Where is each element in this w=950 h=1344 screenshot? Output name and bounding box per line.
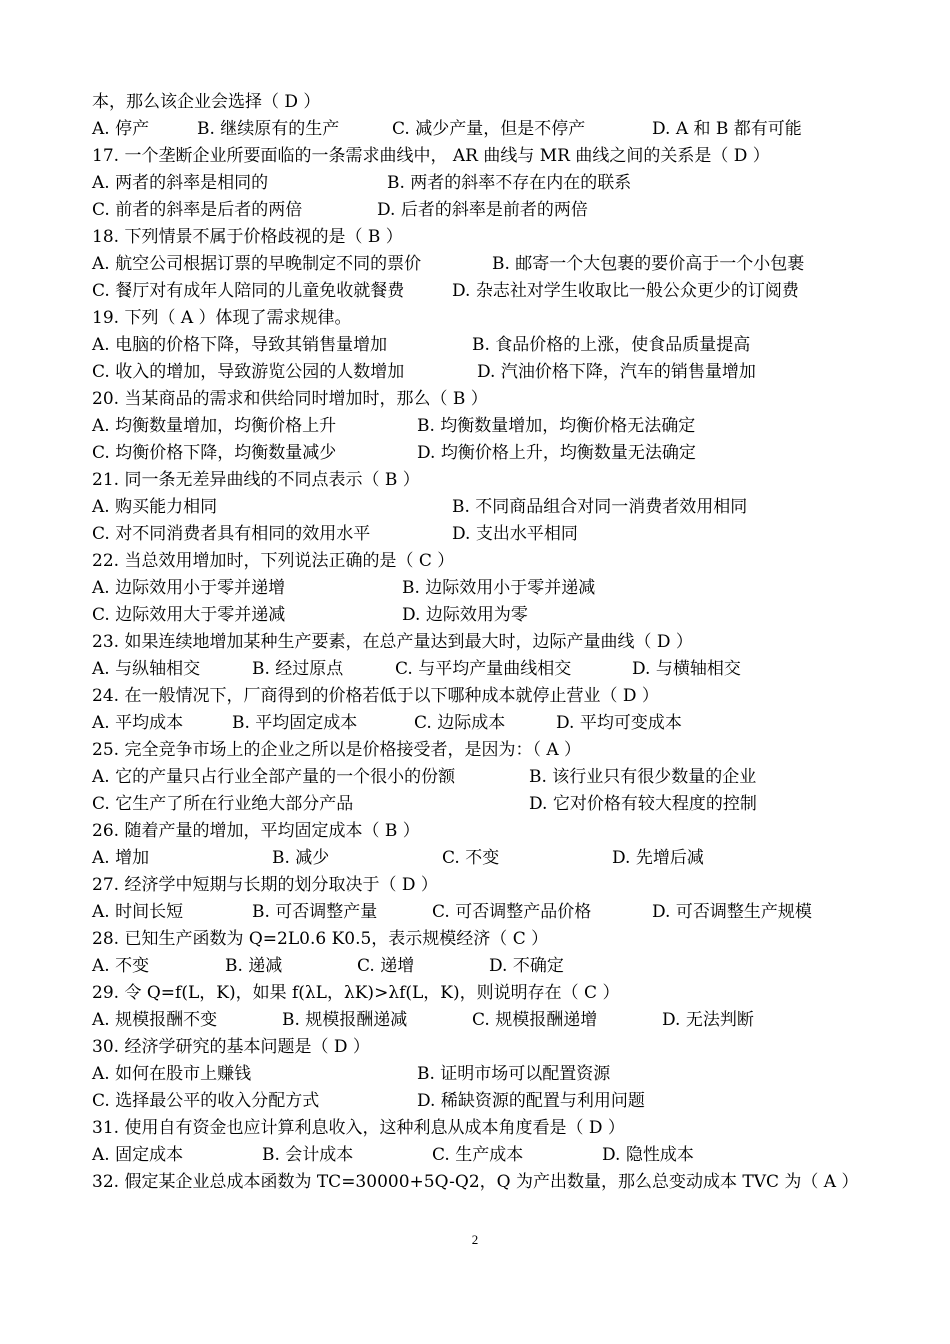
question-text: 25. 完全竞争市场上的企业之所以是价格接受者，是因为：（ A ） [92, 740, 582, 760]
option-text: B. 食品价格的上涨，使食品质量提高 [472, 335, 751, 355]
text-line [92, 602, 882, 629]
question-text: 31. 使用自有资金也应计算利息收入，这种利息从成本角度看是（ D ） [92, 1118, 625, 1138]
option-text: D. 可否调整生产规模 [652, 902, 812, 922]
option-text: D. 均衡价格上升，均衡数量无法确定 [417, 443, 696, 463]
option-text: D. 隐性成本 [602, 1145, 694, 1165]
option-text: D. 稀缺资源的配置与利用问题 [417, 1091, 645, 1111]
option-text: A. 时间长短 [92, 902, 184, 922]
option-text: A. 航空公司根据订票的早晚制定不同的票价 [92, 254, 422, 274]
text-line [92, 332, 882, 359]
text-line [92, 629, 882, 656]
question-list [92, 89, 882, 1196]
text-line [92, 656, 882, 683]
text-line [92, 845, 882, 872]
text-line [92, 413, 882, 440]
option-text: A. 规模报酬不变 [92, 1010, 218, 1030]
option-text: C. 减少产量，但是不停产 [392, 119, 586, 139]
option-text: A. 增加 [92, 848, 150, 868]
option-text: B. 继续原有的生产 [197, 119, 340, 139]
option-text: A. 购买能力相同 [92, 497, 218, 517]
option-text: C. 可否调整产品价格 [432, 902, 592, 922]
question-text: 18. 下列情景不属于价格歧视的是（ B ） [92, 227, 403, 247]
question-text: 27. 经济学中短期与长期的划分取决于（ D ） [92, 875, 438, 895]
option-text: D. A 和 B 都有可能 [652, 119, 802, 139]
option-text: A. 两者的斜率是相同的 [92, 173, 269, 193]
text-line [92, 143, 882, 170]
text-line [92, 170, 882, 197]
text-line [92, 980, 882, 1007]
question-text: 29. 令 Q=f(L，K)，如果 f(λL，λK)>λf(L，K)，则说明存在（ C ） [92, 983, 620, 1003]
option-text: A. 它的产量只占行业全部产量的一个很小的份额 [92, 767, 456, 787]
text-line [92, 791, 882, 818]
option-text: A. 与纵轴相交 [92, 659, 201, 679]
option-text: B. 证明市场可以配置资源 [417, 1064, 611, 1084]
text-line [92, 116, 882, 143]
option-text: C. 均衡价格下降，均衡数量减少 [92, 443, 337, 463]
text-line [92, 521, 882, 548]
option-text: C. 生产成本 [432, 1145, 524, 1165]
option-text: A. 边际效用小于零并递增 [92, 578, 286, 598]
option-text: C. 餐厅对有成年人陪同的儿童免收就餐费 [92, 281, 405, 301]
option-text: B. 会计成本 [262, 1145, 354, 1165]
question-text: 19. 下列（ A ）体现了需求规律。 [92, 308, 352, 328]
text-line [92, 359, 882, 386]
option-text: B. 平均固定成本 [232, 713, 358, 733]
option-text: D. 杂志社对学生收取比一般公众更少的订阅费 [452, 281, 799, 301]
option-text: C. 规模报酬递增 [472, 1010, 598, 1030]
option-text: C. 递增 [357, 956, 415, 976]
option-text: A. 固定成本 [92, 1145, 184, 1165]
text-line [92, 1088, 882, 1115]
option-text: D. 与横轴相交 [632, 659, 741, 679]
question-text: 22. 当总效用增加时，下列说法正确的是（ C ） [92, 551, 455, 571]
text-line [92, 1061, 882, 1088]
option-text: C. 对不同消费者具有相同的效用水平 [92, 524, 371, 544]
text-line [92, 1169, 882, 1196]
option-text: B. 邮寄一个大包裹的要价高于一个小包裹 [492, 254, 805, 274]
text-line [92, 386, 882, 413]
question-text: 24. 在一般情况下，厂商得到的价格若低于以下哪种成本就停止营业（ D ） [92, 686, 659, 706]
text-line [92, 224, 882, 251]
text-line [92, 548, 882, 575]
text-line [92, 1034, 882, 1061]
option-text: D. 汽油价格下降，汽车的销售量增加 [477, 362, 756, 382]
text-line [92, 575, 882, 602]
option-text: B. 可否调整产量 [252, 902, 378, 922]
option-text: A. 电脑的价格下降，导致其销售量增加 [92, 335, 388, 355]
option-text: B. 均衡数量增加，均衡价格无法确定 [417, 416, 696, 436]
option-text: D. 边际效用为零 [402, 605, 528, 625]
question-text: 28. 已知生产函数为 Q=2L0.6 K0.5，表示规模经济（ C ） [92, 929, 549, 949]
option-text: C. 选择最公平的收入分配方式 [92, 1091, 320, 1111]
text-line [92, 683, 882, 710]
option-text: D. 它对价格有较大程度的控制 [529, 794, 757, 814]
text-line [92, 1115, 882, 1142]
option-text: C. 边际效用大于零并递减 [92, 605, 286, 625]
option-text: D. 后者的斜率是前者的两倍 [377, 200, 588, 220]
text-line [92, 926, 882, 953]
option-text: A. 不变 [92, 956, 150, 976]
question-text: 23. 如果连续地增加某种生产要素，在总产量达到最大时，边际产量曲线（ D ） [92, 632, 693, 652]
option-text: B. 两者的斜率不存在内在的联系 [387, 173, 632, 193]
question-text: 26. 随着产量的增加，平均固定成本（ B ） [92, 821, 420, 841]
text-line [92, 467, 882, 494]
option-text: B. 经过原点 [252, 659, 344, 679]
option-text: C. 前者的斜率是后者的两倍 [92, 200, 303, 220]
text-line [92, 872, 882, 899]
option-text: C. 它生产了所在行业绝大部分产品 [92, 794, 354, 814]
text-line [92, 494, 882, 521]
option-text: D. 无法判断 [662, 1010, 754, 1030]
option-text: C. 边际成本 [414, 713, 506, 733]
option-text: B. 不同商品组合对同一消费者效用相同 [452, 497, 748, 517]
option-text: C. 与平均产量曲线相交 [395, 659, 572, 679]
option-text: D. 平均可变成本 [556, 713, 682, 733]
text-line [92, 1007, 882, 1034]
option-text: A. 平均成本 [92, 713, 184, 733]
option-text: B. 递减 [225, 956, 283, 976]
option-text: D. 先增后减 [612, 848, 704, 868]
option-text: A. 如何在股市上赚钱 [92, 1064, 252, 1084]
question-text: 21. 同一条无差异曲线的不同点表示（ B ） [92, 470, 420, 490]
option-text: B. 边际效用小于零并递减 [402, 578, 596, 598]
text-line [92, 440, 882, 467]
option-text: A. 停产 [92, 119, 150, 139]
question-text: 本，那么该企业会选择（ D ） [92, 92, 321, 112]
question-text: 17. 一个垄断企业所要面临的一条需求曲线中， AR 曲线与 MR 曲线之间的关系是（ D ） [92, 146, 770, 166]
question-text: 32. 假定某企业总成本函数为 TC=30000+5Q-Q2，Q 为产出数量，那么总变动成本 TVC 为（ A ） [92, 1172, 859, 1192]
question-text: 20. 当某商品的需求和供给同时增加时，那么（ B ） [92, 389, 488, 409]
option-text: C. 收入的增加，导致游览公园的人数增加 [92, 362, 405, 382]
option-text: B. 该行业只有很少数量的企业 [529, 767, 757, 787]
text-line [92, 764, 882, 791]
option-text: C. 不变 [442, 848, 500, 868]
text-line [92, 251, 882, 278]
question-text: 30. 经济学研究的基本问题是（ D ） [92, 1037, 370, 1057]
text-line [92, 899, 882, 926]
option-text: B. 规模报酬递减 [282, 1010, 408, 1030]
text-line [92, 1142, 882, 1169]
option-text: D. 不确定 [489, 956, 564, 976]
option-text: B. 减少 [272, 848, 330, 868]
text-line [92, 197, 882, 224]
text-line [92, 710, 882, 737]
text-line [92, 89, 882, 116]
text-line [92, 953, 882, 980]
text-line [92, 305, 882, 332]
option-text: D. 支出水平相同 [452, 524, 578, 544]
text-line [92, 737, 882, 764]
page-number: 2 [471, 1232, 479, 1247]
option-text: A. 均衡数量增加，均衡价格上升 [92, 416, 337, 436]
text-line [92, 278, 882, 305]
text-line [92, 818, 882, 845]
